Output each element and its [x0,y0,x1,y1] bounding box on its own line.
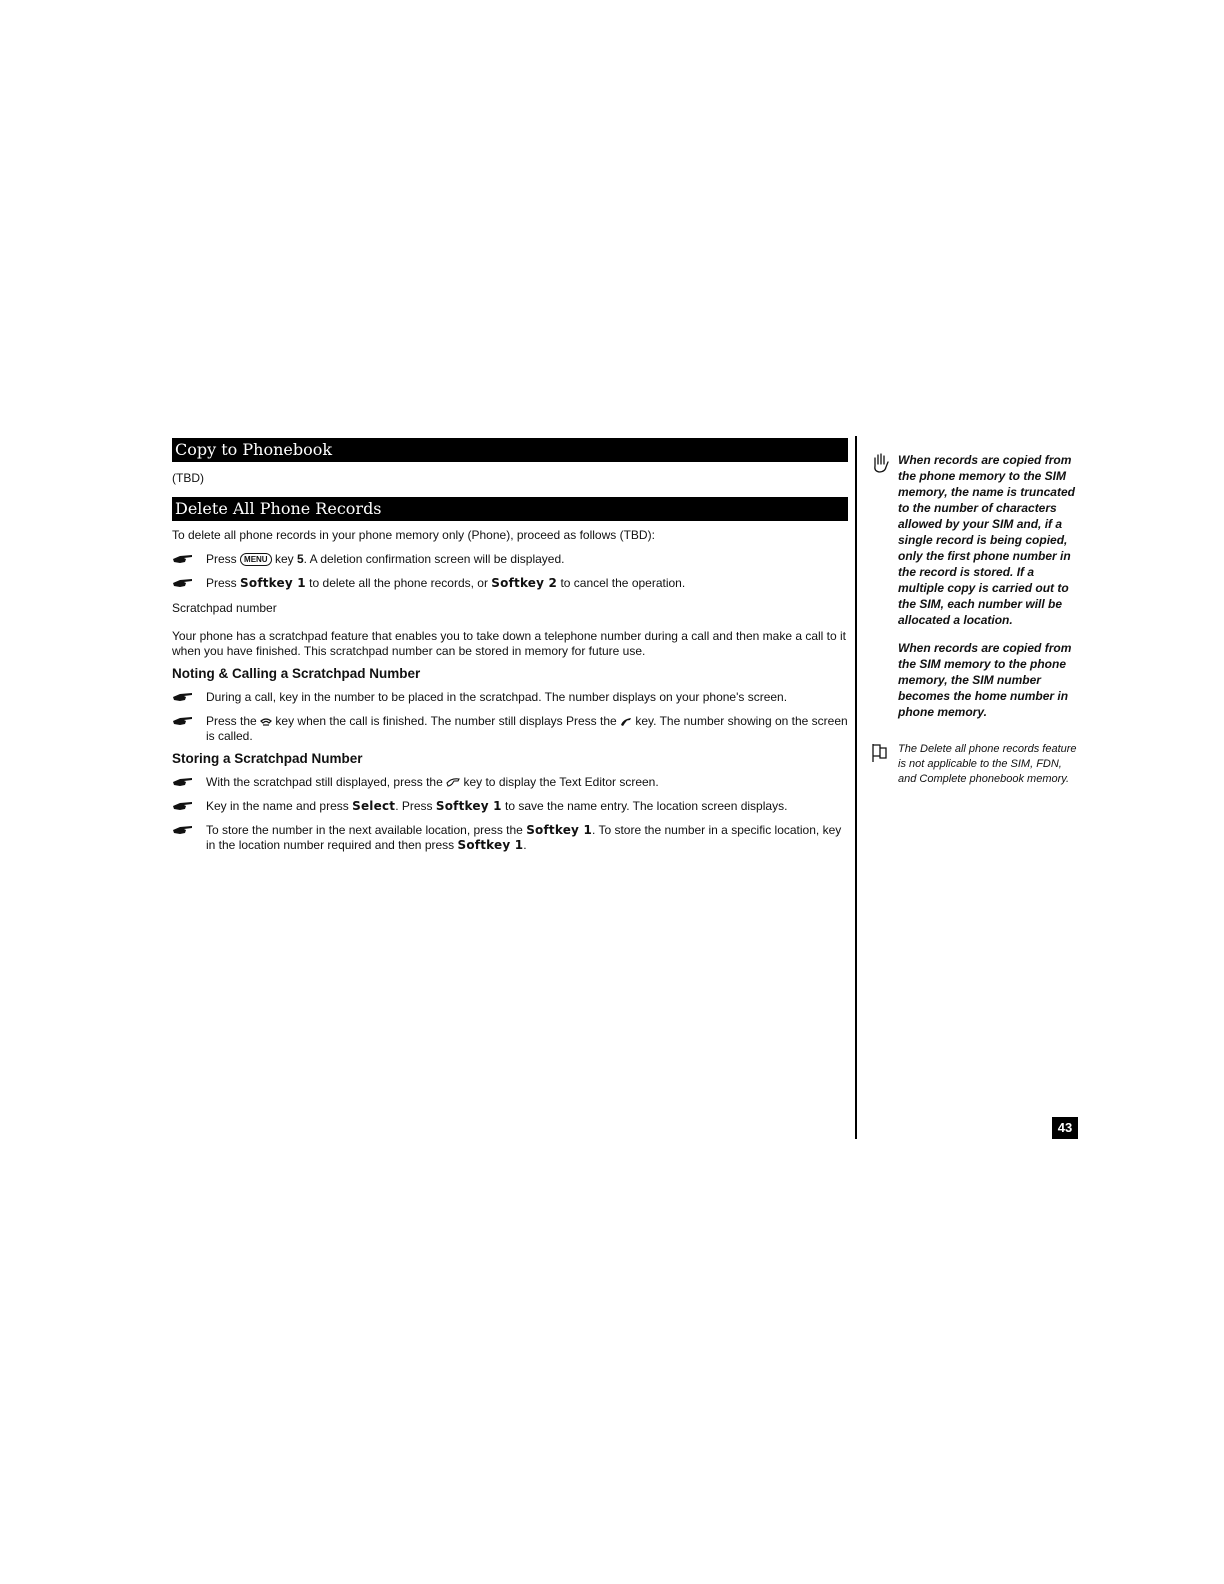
step-text: Press [206,576,237,590]
step-text: key [274,552,294,566]
pointing-hand-icon [172,715,194,727]
end-call-key-icon [260,717,272,727]
sidebar [870,440,1080,787]
list-item [172,823,848,853]
menu-key-icon: MENU [240,553,272,566]
step-text: With the scratchpad still displayed, press the [206,775,443,789]
step-text: Key in the name and press [206,799,349,813]
key-label: Softkey 1 [526,823,592,837]
step-text: . Press [395,799,433,813]
key-label: Select [352,799,396,813]
list-item [172,799,848,814]
pointing-hand-icon [172,553,194,565]
list-item [172,714,848,744]
step-text: Press the [206,714,257,728]
column-divider [855,436,857,1139]
step-text: to cancel the operation. [560,576,686,590]
key-label: Softkey 1 [457,838,524,852]
step-text: key when the call is finished. The number still displays Press the [275,714,617,728]
note-text: When records are copied from the phone memory to the SIM memory, the name is truncated to the number of characters allowed by your SIM and, if a single record is being copied, only the first phone number in the record is stored. If a multiple copy is carried out to the SIM, each number will be allocated a location. [898,453,1075,627]
pointing-hand-icon [172,691,194,703]
info-note [870,742,1080,787]
list-item [172,690,848,705]
step-text: key to display the Text Editor screen. [463,775,659,789]
pointing-hand-icon [172,776,194,788]
delete-intro: To delete all phone records in your phone memory only (Phone), proceed as follows (TBD): [172,528,655,542]
list-item [172,576,848,591]
key-label: Softkey 1 [435,799,502,813]
key-label: 5 [296,552,304,566]
step-text: to delete all the phone records, or [309,576,488,590]
scratchpad-paragraph: Your phone has a scratchpad feature that enables you to take down a telephone number during a call and then make a call to it when you have finished. This scratchpad number can be stored in memory for future use. [172,629,847,658]
note-flag-icon [870,742,890,764]
main-content [172,438,848,853]
step-text: . A deletion confirmation screen will be displayed. [303,552,565,566]
section-header-copy-to-phonebook [172,438,848,462]
phonebook-key-icon [446,777,460,788]
list-item [172,775,848,790]
note-text: When records are copied from the SIM memory to the phone memory, the SIM number becomes the home number in phone memory. [898,641,1072,719]
key-label: Softkey 1 [240,576,306,590]
page-number: 43 [1052,1117,1078,1139]
caution-hand-icon [870,452,890,474]
pointing-hand-icon [172,800,194,812]
subheading-storing: Storing a Scratchpad Number [172,751,363,766]
caution-note [870,452,1080,720]
subheading-noting: Noting & Calling a Scratchpad Number [172,666,421,681]
step-text: Press [206,552,237,566]
note-text: The Delete all phone records feature is not applicable to the SIM, FDN, and Complete phonebook memory. [898,743,1077,785]
key-label: Softkey 2 [491,576,558,590]
section-header-delete-all [172,497,848,521]
copy-body: (TBD) [172,471,204,485]
step-text: key. The number showing on the screen is called. [206,714,848,743]
pointing-hand-icon [172,824,194,836]
send-key-icon [620,717,632,727]
step-text: During a call, key in the number to be placed in the scratchpad. The number displays on your phone's screen. [206,690,788,704]
scratchpad-label: Scratchpad number [172,601,277,615]
section-title: Copy to Phonebook [175,440,333,459]
section-title: Delete All Phone Records [175,499,382,518]
step-text: . [523,838,527,852]
list-item [172,552,848,567]
pointing-hand-icon [172,577,194,589]
step-text: To store the number in the next available location, press the [206,823,523,837]
step-text: to save the name entry. The location screen displays. [505,799,788,813]
step-text: . To store the number in a specific location, key in the location number required and then press [206,823,842,852]
